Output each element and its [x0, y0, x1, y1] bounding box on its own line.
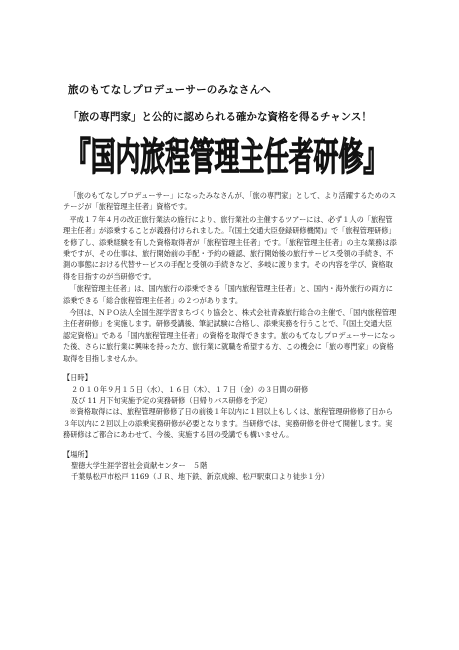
venue-heading: 【場所】	[63, 449, 92, 459]
paragraph-law: 平成１７年４月の改正旅行業法の施行により、旅行業社の主催するツアーには、必ず１人の「旅程管理主任者」が添乗することが義務付けられました。『(国土交通大臣登録研修機関)』で「旅程管理研修」を修了し、添乗経験を有した資格取得者が「旅程管理主任者」です。「旅程管理主任者」の主な業務は添乗ですが、その仕事は、旅行開始前の手配・予約の確認、旅行開始後の旅行サービス受領の手続き、不測の事態における代替サービスの手配と受領の手続きなど、多岐に渡ります。その内容を学び、資格取得を目指すのが当研修です。	[63, 214, 397, 281]
body-text	[63, 190, 399, 483]
paragraph-intro: 「旅のもてなしプロデューサー」になったみなさんが、「旅の専門家」として、より活躍するためのステージが「旅程管理主任者」資格です。	[63, 191, 397, 212]
qualification-note: ※資格取得には、旅程管理研修修了日の前後１年以内に１回以上もしくは、旅程管理研修修了日から３年以内に２回以上の添乗実務研修が必要となります。当研修では、実務研修を併せて開催します。実務研修はご都合にあわせて、今後、実施する回の受講でも構いません。	[63, 407, 393, 440]
banner-title-text: 『国内旅程管理主任者研修』	[66, 135, 388, 179]
schedule-heading: 【日時】	[63, 373, 92, 383]
paragraph-types: 「旅程管理主任者」は、国内旅行の添乗できる「国内旅程管理主任者」と、国内・海外旅行の両方に添乗できる「総合旅程管理主任者」の２つがあります。	[63, 284, 393, 305]
banner-title-graphic	[62, 124, 392, 186]
subtitle-heading: 「旅の専門家」と公的に認められる確かな資格を得るチャンス！	[68, 111, 372, 123]
schedule-line-1: ２０１０年９月１５日（水）、１６日（木）、１７日（金）の３日間の研修	[71, 384, 309, 394]
greeting-heading: 旅のもてなしプロデューサーのみなさんへ	[68, 84, 271, 96]
banner-title	[62, 124, 392, 186]
venue-line-2: 千葉県松戸市松戸 1169（ＪＲ、地下鉄、新京成線、松戸駅東口より徒歩１分）	[71, 472, 329, 482]
venue-line-1: 聖徳大学生涯学習社会貢献センター ５階	[71, 460, 208, 470]
paragraph-event: 今回は、ＮＰＯ法人全国生涯学習まちづくり協会と、株式会社青森旅行総合の主催で、「国内旅程管理主任者研修」を実施します。研修受講後、筆記試験に合格し、添乗実務を行うことで、『(国土交通大臣認定資格)』である「国内旅程管理主任者」の資格を取得できます。旅のもてなしプロデューサーになった後、さらに旅行業に興味を持った方、旅行業に就職を希望する方、この機会に「旅の専門家」の資格取得を目指しませんか。	[63, 308, 397, 363]
schedule-line-2: 及び 11 月下旬実施予定の実務研修（日帰りバス研修を予定）	[71, 395, 272, 405]
